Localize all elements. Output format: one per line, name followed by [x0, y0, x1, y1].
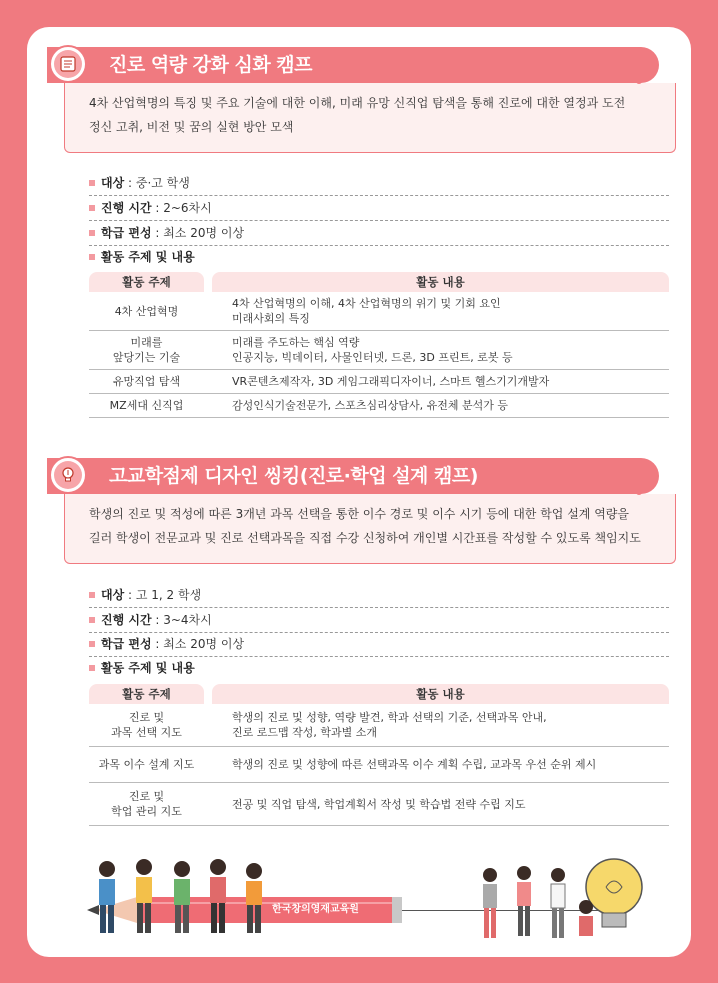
table-row: 진로 및 학업 관리 지도 전공 및 직업 탐색, 학업계획서 작성 및 학습법 전략 수립 지도 [89, 783, 669, 826]
table-row: MZ세대 신직업 감성인식기술전문가, 스포츠심리상담사, 유전체 분석가 등 [89, 394, 669, 418]
table-header: 활동 내용 [212, 272, 669, 292]
section1-title: 진로 역량 강화 심화 캠프 [109, 54, 312, 76]
lightbulb-icon [49, 456, 87, 494]
section2-table [89, 684, 669, 826]
footer-illustration [27, 852, 691, 952]
table-row: 과목 이수 설계 지도 학생의 진로 및 성향에 따른 선택과목 이수 계획 수립, 교과목 우선 순위 제시 [89, 747, 669, 783]
page-card [27, 27, 691, 957]
org-name: 한국창의영재교육원 [272, 904, 359, 915]
section2-desc-line: 길러 학생이 전문교과 및 진로 선택과목을 직접 수강 신청하여 개인별 시간표를 작성할 수 있도록 책임지도 [89, 531, 641, 545]
decor-dot [636, 78, 642, 84]
section1-banner [47, 47, 659, 83]
section1-class: 학급 편성 : 최소 20명 이상 [89, 221, 669, 246]
section2-activity-heading: 활동 주제 및 내용 [89, 656, 669, 681]
table-header: 활동 주제 [89, 272, 204, 292]
table-row: 유망직업 탐색 VR콘텐츠제작자, 3D 게임그래픽디자이너, 스마트 헬스기기개발자 [89, 370, 669, 394]
section1-description [64, 83, 676, 153]
table-row: 미래를 앞당기는 기술 미래를 주도하는 핵심 역량 인공지능, 빅데이터, 사물인터넷, 드론, 3D 프린트, 로봇 등 [89, 331, 669, 370]
students-left-illustration [82, 857, 282, 952]
table-header: 활동 내용 [212, 684, 669, 704]
section1-target: 대상 : 중·고 학생 [89, 171, 669, 196]
students-right-illustration [472, 857, 652, 952]
section1-desc-line: 정신 고취, 비전 및 꿈의 실현 방안 모색 [89, 120, 294, 134]
section2-target: 대상 : 고 1, 2 학생 [89, 583, 669, 608]
section1-activity-heading: 활동 주제 및 내용 [89, 245, 669, 270]
table-row: 4차 산업혁명 4차 산업혁명의 이해, 4차 산업혁명의 위기 및 기회 요인 미래사회의 특징 [89, 292, 669, 331]
section1-desc-line: 4차 산업혁명의 특징 및 주요 기술에 대한 이해, 미래 유망 신직업 탐색을 통해 진로에 대한 열정과 도전 [89, 96, 626, 110]
section2-time: 진행 시간 : 3~4차시 [89, 608, 669, 633]
section2-title: 고교학점제 디자인 씽킹(진로·학업 설계 캠프) [109, 465, 478, 487]
section2-banner [47, 458, 659, 494]
section1-time: 진행 시간 : 2~6차시 [89, 196, 669, 221]
book-icon [49, 45, 87, 83]
table-header: 활동 주제 [89, 684, 204, 704]
section2-desc-line: 학생의 진로 및 적성에 따른 3개년 과목 선택을 통한 이수 경로 및 이수 시기 등에 대한 학업 설계 역량을 [89, 507, 629, 521]
section2-class: 학급 편성 : 최소 20명 이상 [89, 632, 669, 657]
decor-dot [636, 489, 642, 495]
section1-table [89, 272, 669, 418]
table-row: 진로 및 과목 선택 지도 학생의 진로 및 성향, 역량 발견, 학과 선택의 기준, 선택과목 안내, 진로 로드맵 작성, 학과별 소개 [89, 704, 669, 747]
section2-description [64, 494, 676, 564]
